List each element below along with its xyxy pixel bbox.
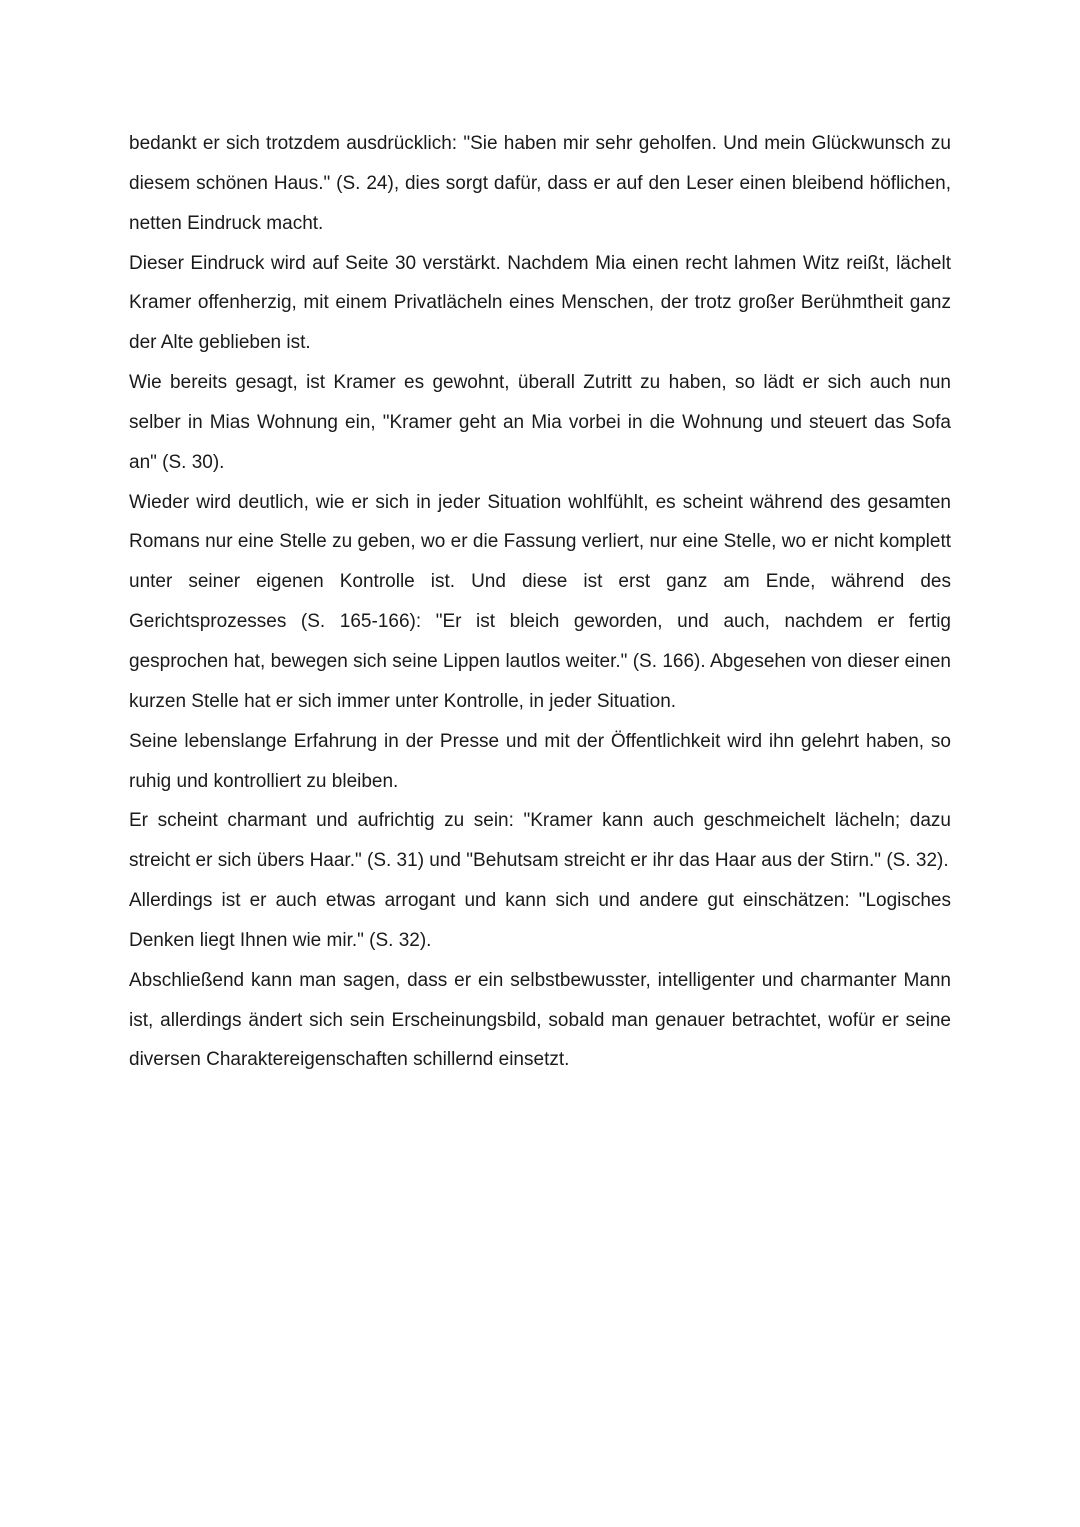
paragraph: Allerdings ist er auch etwas arrogant und kann sich und andere gut einschätzen: "Logisches Denken liegt Ihnen wie mir." (S. 32). (129, 890, 951, 951)
paragraph: Dieser Eindruck wird auf Seite 30 verstärkt. Nachdem Mia einen recht lahmen Witz reißt, lächelt Kramer offenherzig, mit einem Privatlächeln eines Menschen, der trotz großer Berühmtheit ganz der Alte geblieben ist. (129, 252, 951, 354)
paragraph: Wie bereits gesagt, ist Kramer es gewohnt, überall Zutritt zu haben, so lädt er sich auch nun selber in Mias Wohnung ein, "Kramer geht an Mia vorbei in die Wohnung und steuert das Sofa an" (S. 30). (129, 372, 951, 473)
paragraph: Wieder wird deutlich, wie er sich in jeder Situation wohlfühlt, es scheint während des gesamten Romans nur eine Stelle zu geben, wo er die Fassung verliert, nur eine Stelle, wo er nicht komplett unter seiner eigenen Kontrolle ist. Und diese ist erst ganz am Ende, während des Gerichtsprozesses (S. 165-166): "Er ist bleich geworden, und auch, nachdem er fertig gesprochen hat, bewegen sich seine Lippen lautlos weiter." (S. 166). Abgesehen von dieser einen kurzen Stelle hat er sich immer unter Kontrolle, in jeder Situation. (129, 491, 951, 712)
document-body (129, 124, 951, 1080)
paragraph: Seine lebenslange Erfahrung in der Presse und mit der Öffentlichkeit wird ihn gelehrt haben, so ruhig und kontrolliert zu bleiben. (129, 730, 951, 792)
paragraph: Abschließend kann man sagen, dass er ein selbstbewusster, intelligenter und charmanter Mann ist, allerdings ändert sich sein Erscheinungsbild, sobald man genauer betrachtet, wofür er seine diversen Charaktereigenschaften schillernd einsetzt. (129, 969, 951, 1071)
paragraph: Er scheint charmant und aufrichtig zu sein: "Kramer kann auch geschmeichelt lächeln; dazu streicht er sich übers Haar." (S. 31) und "Behutsam streicht er ihr das Haar aus der Stirn." (S. 32). (129, 810, 951, 872)
paragraph: bedankt er sich trotzdem ausdrücklich: "Sie haben mir sehr geholfen. Und mein Glückwunsch zu diesem schönen Haus." (S. 24), dies sorgt dafür, dass er auf den Leser einen bleibend höflichen, netten Eindruck macht. (129, 133, 951, 234)
